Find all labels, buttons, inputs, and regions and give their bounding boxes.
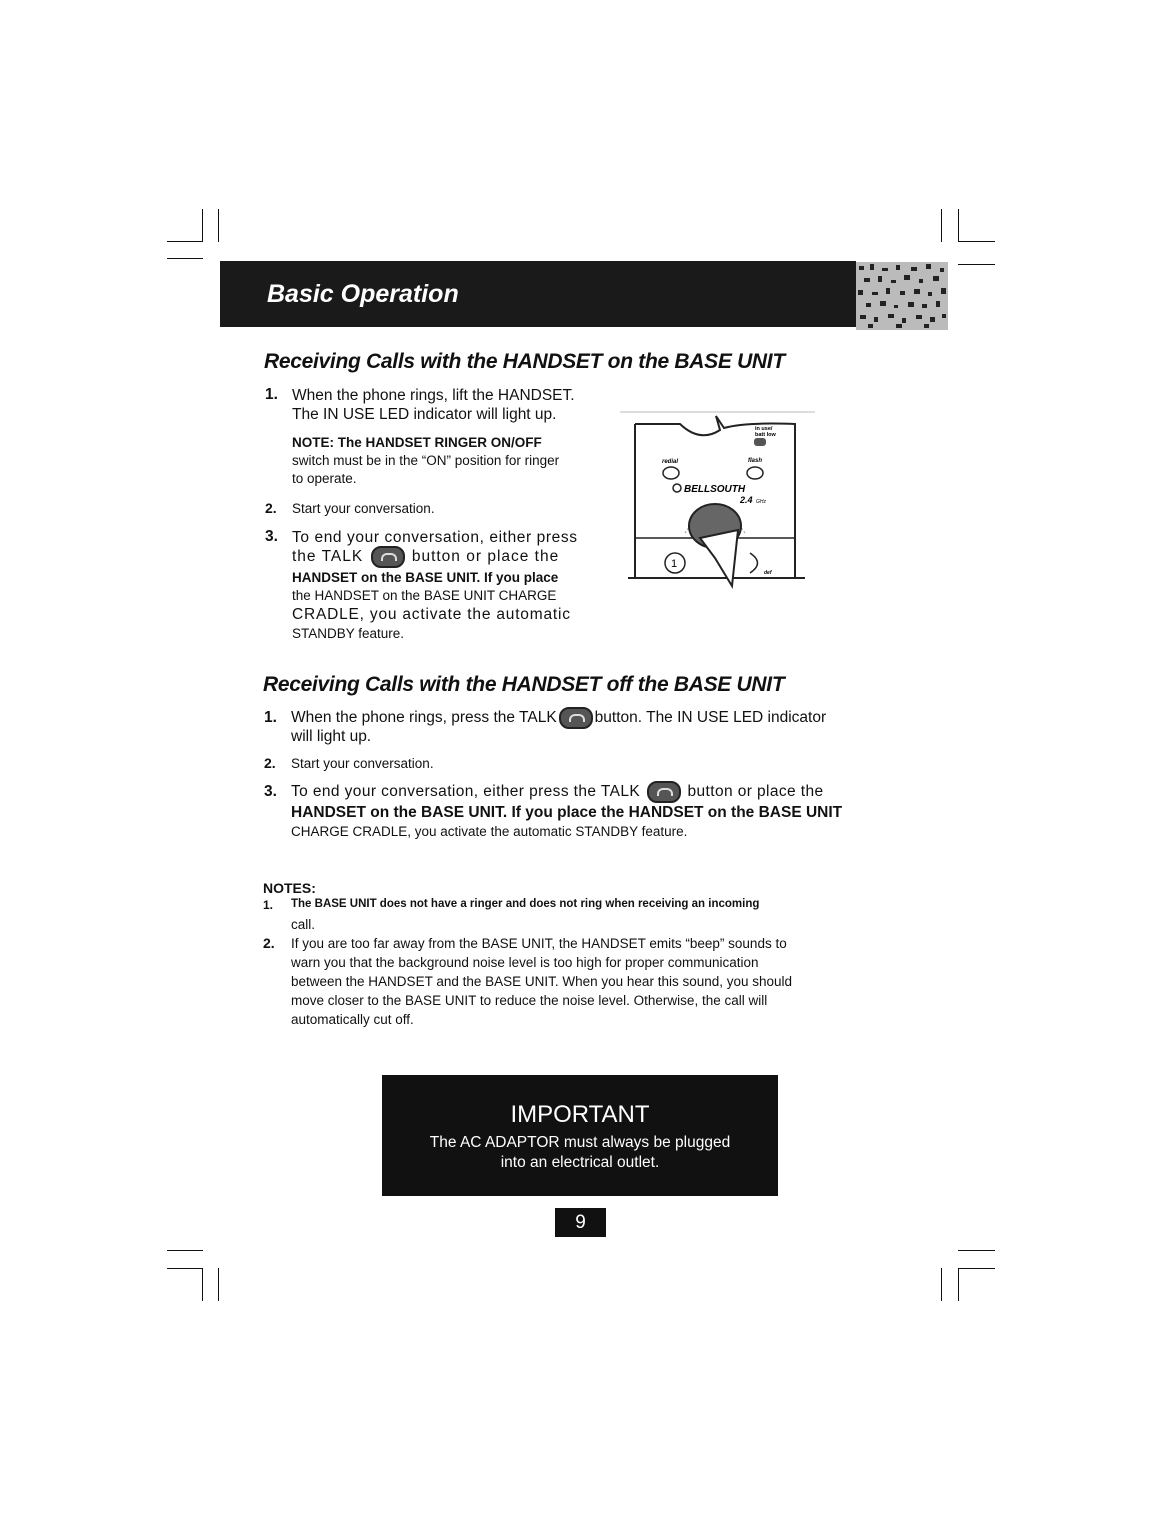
list-item-text: HANDSET on the BASE UNIT. If you place the HANDSET on the BASE UNIT bbox=[291, 804, 843, 821]
list-item-text: button or place the bbox=[411, 548, 560, 566]
list-number: 1. bbox=[265, 386, 278, 403]
frequency-label: 2.4 bbox=[740, 495, 753, 505]
note-text: move closer to the BASE UNIT to reduce the noise level. Otherwise, the call will bbox=[291, 993, 768, 1008]
talk-button-icon bbox=[559, 707, 593, 729]
note-text: switch must be in the “ON” position for ringer bbox=[292, 453, 560, 468]
list-number: 2. bbox=[265, 500, 277, 516]
crop-mark bbox=[941, 209, 942, 242]
list-number: 3. bbox=[265, 528, 278, 545]
important-text: The AC ADAPTOR must always be plugged bbox=[429, 1134, 731, 1151]
crop-mark bbox=[958, 241, 995, 242]
list-item-text: will light up. bbox=[291, 728, 372, 745]
key-label: 1 bbox=[670, 558, 678, 570]
page-number: 9 bbox=[555, 1208, 606, 1237]
note-text: If you are too far away from the BASE UNIT, the HANDSET emits “beep” sounds to bbox=[291, 936, 787, 951]
crop-mark bbox=[941, 1268, 942, 1301]
brand-label: BELLSOUTH bbox=[684, 484, 746, 495]
list-item-text bbox=[291, 707, 826, 729]
crop-mark bbox=[958, 209, 959, 242]
important-box bbox=[382, 1075, 778, 1196]
batt-low-label: batt low bbox=[755, 432, 776, 438]
crop-mark bbox=[958, 1268, 995, 1269]
list-item-text: button or place the bbox=[687, 783, 824, 801]
list-item-text: To end your conversation, either press bbox=[292, 529, 578, 546]
list-item-text: button. The IN USE LED indicator bbox=[594, 709, 827, 727]
page-title: Basic Operation bbox=[267, 280, 459, 308]
important-title: IMPORTANT bbox=[510, 1101, 650, 1128]
crop-mark bbox=[218, 1268, 219, 1301]
talk-button-icon bbox=[371, 546, 405, 568]
important-text: into an electrical outlet. bbox=[500, 1154, 660, 1171]
list-item-text: CHARGE CRADLE, you activate the automatic STANDBY feature. bbox=[291, 824, 688, 839]
list-item-text: Start your conversation. bbox=[292, 501, 435, 516]
list-item-text bbox=[291, 781, 824, 803]
note-text: between the HANDSET and the BASE UNIT. When you hear this sound, you should bbox=[291, 974, 793, 989]
note-text: to operate. bbox=[292, 471, 357, 486]
list-number: 1. bbox=[263, 898, 274, 912]
crop-mark bbox=[202, 1268, 203, 1301]
flash-label: flash bbox=[748, 458, 763, 464]
crop-mark bbox=[958, 1250, 995, 1251]
halftone-pattern-icon bbox=[856, 262, 948, 330]
note-text: automatically cut off. bbox=[291, 1012, 414, 1027]
note-text: The BASE UNIT does not have a ringer and does not ring when receiving an incoming bbox=[291, 898, 760, 910]
notes-heading: NOTES: bbox=[263, 880, 316, 896]
list-number: 1. bbox=[264, 709, 277, 726]
list-item-text: CRADLE, you activate the automatic bbox=[292, 606, 571, 623]
list-item-text: STANDBY feature. bbox=[292, 626, 405, 641]
list-number: 2. bbox=[263, 935, 275, 951]
list-item-text: the TALK bbox=[292, 548, 364, 566]
list-item-text: When the phone rings, lift the HANDSET. bbox=[292, 387, 575, 404]
list-item-text: To end your conversation, either press the TALK bbox=[291, 783, 641, 801]
crop-mark bbox=[167, 258, 203, 259]
list-number: 2. bbox=[264, 755, 276, 771]
crop-mark bbox=[202, 209, 203, 242]
redial-label: redial bbox=[662, 459, 679, 465]
list-item-text: Start your conversation. bbox=[291, 756, 434, 771]
list-number: 3. bbox=[264, 783, 277, 800]
note-text: warn you that the background noise level is too high for proper communication bbox=[291, 955, 759, 970]
list-item-text bbox=[292, 546, 559, 568]
crop-mark bbox=[958, 1268, 959, 1301]
crop-mark bbox=[167, 1250, 203, 1251]
crop-mark bbox=[167, 241, 203, 242]
list-item-text: HANDSET on the BASE UNIT. If you place bbox=[292, 570, 559, 585]
list-item-text: The IN USE LED indicator will light up. bbox=[292, 406, 557, 423]
crop-mark bbox=[958, 264, 995, 265]
list-item-text: When the phone rings, press the TALK bbox=[291, 709, 557, 727]
list-item-text: the HANDSET on the BASE UNIT CHARGE bbox=[292, 588, 557, 603]
talk-button-icon bbox=[647, 781, 681, 803]
crop-mark bbox=[218, 209, 219, 242]
section-heading: Receiving Calls with the HANDSET off the BASE UNIT bbox=[263, 673, 785, 696]
frequency-unit-label: GHz bbox=[756, 499, 766, 505]
note-text: call. bbox=[291, 917, 316, 932]
base-unit-illustration bbox=[620, 408, 815, 593]
crop-mark bbox=[167, 1268, 203, 1269]
in-use-label: in use/ bbox=[755, 426, 773, 432]
section-heading: Receiving Calls with the HANDSET on the BASE UNIT bbox=[264, 350, 785, 373]
note-text: NOTE: The HANDSET RINGER ON/OFF bbox=[292, 435, 542, 450]
def-label: def bbox=[764, 570, 772, 576]
